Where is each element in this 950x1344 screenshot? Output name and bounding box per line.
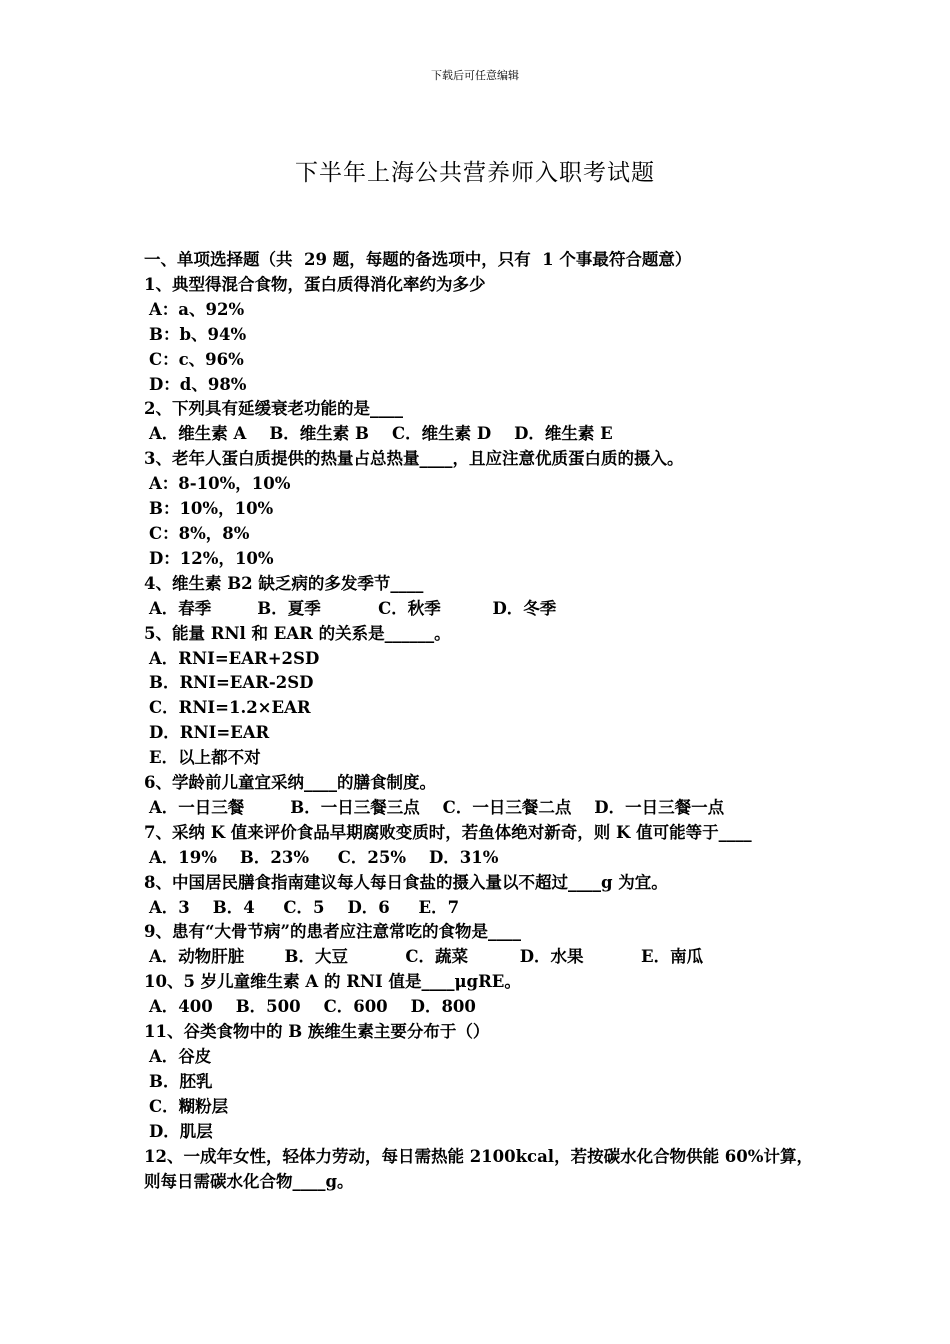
question-4: 4、维生素 B2 缺乏病的多发季节____ [144,573,424,593]
header-note: 下载后可任意编辑 [431,69,519,82]
options-8: A．3 B．4 C．5 D．6 E．7 [149,897,460,917]
option-3b: B：10%，10% [149,499,274,519]
question-6: 6、学龄前儿童宜采纳____的膳食制度。 [144,773,436,793]
option-5a: A．RNI=EAR+2SD [149,648,320,668]
option-5d: D．RNI=EAR [149,723,270,743]
option-5e: E．以上都不对 [149,748,261,768]
option-11b: B．胚乳 [149,1071,213,1091]
options-6: A．一日三餐 B．一日三餐三点 C．一日三餐二点 D．一日三餐一点 [149,797,725,817]
options-7: A．19% B．23% C．25% D．31% [149,847,499,867]
section-heading: 一、单项选择题（共 29 题，每题的备选项中，只有 1 个事最符合题意） [144,250,692,269]
question-9: 9、患有“大骨节病”的患者应注意常吃的食物是____ [144,922,521,942]
question-12: 12、一成年女性，轻体力劳动，每日需热能 2100kcal，若按碳水化合物供能 60%计算，则每日需碳水化合物____g。 [144,1146,813,1191]
question-10: 10、5 岁儿童维生素 A 的 RNI 值是____μgRE。 [144,972,521,992]
option-1c: C：c、96% [149,349,244,369]
question-2: 2、下列具有延缓衰老功能的是____ [144,399,403,419]
question-7: 7、采纳 K 值来评价食品早期腐败变质时，若鱼体绝对新奇，则 K 值可能等于____ [144,822,752,842]
option-11c: C．糊粉层 [149,1096,229,1116]
option-3c: C：8%，8% [149,523,250,543]
option-5c: C．RNI=1.2×EAR [149,698,311,718]
options-4: A．春季 B．夏季 C．秋季 D．冬季 [149,598,557,618]
document-title: 下半年上海公共营养师入职考试题 [295,160,655,186]
option-3a: A：8-10%，10% [149,474,291,494]
question-3: 3、老年人蛋白质提供的热量占总热量____，且应注意优质蛋白质的摄入。 [144,449,684,469]
option-11d: D．肌层 [149,1121,213,1141]
options-9: A．动物肝脏 B．大豆 C．蔬菜 D．水果 E．南瓜 [149,947,704,967]
options-10: A．400 B．500 C．600 D．800 [149,997,476,1017]
options-2: A．维生素 A B．维生素 B C．维生素 D D．维生素 E [149,424,613,444]
question-8: 8、中国居民膳食指南建议每人每日食盐的摄入量以不超过____g 为宜。 [144,872,668,892]
option-1a: A：a、92% [149,299,245,319]
question-11: 11、谷类食物中的 B 族维生素主要分布于（） [144,1022,490,1042]
option-1d: D：d、98% [149,374,247,394]
question-5: 5、能量 RNl 和 EAR 的关系是______。 [144,623,451,643]
option-5b: B．RNI=EAR-2SD [149,673,314,693]
option-3d: D：12%，10% [149,548,274,568]
exam-content [144,248,814,1194]
option-1b: B：b、94% [149,324,247,344]
question-1: 1、典型得混合食物，蛋白质得消化率约为多少 [144,274,486,294]
option-11a: A．谷皮 [149,1047,212,1066]
